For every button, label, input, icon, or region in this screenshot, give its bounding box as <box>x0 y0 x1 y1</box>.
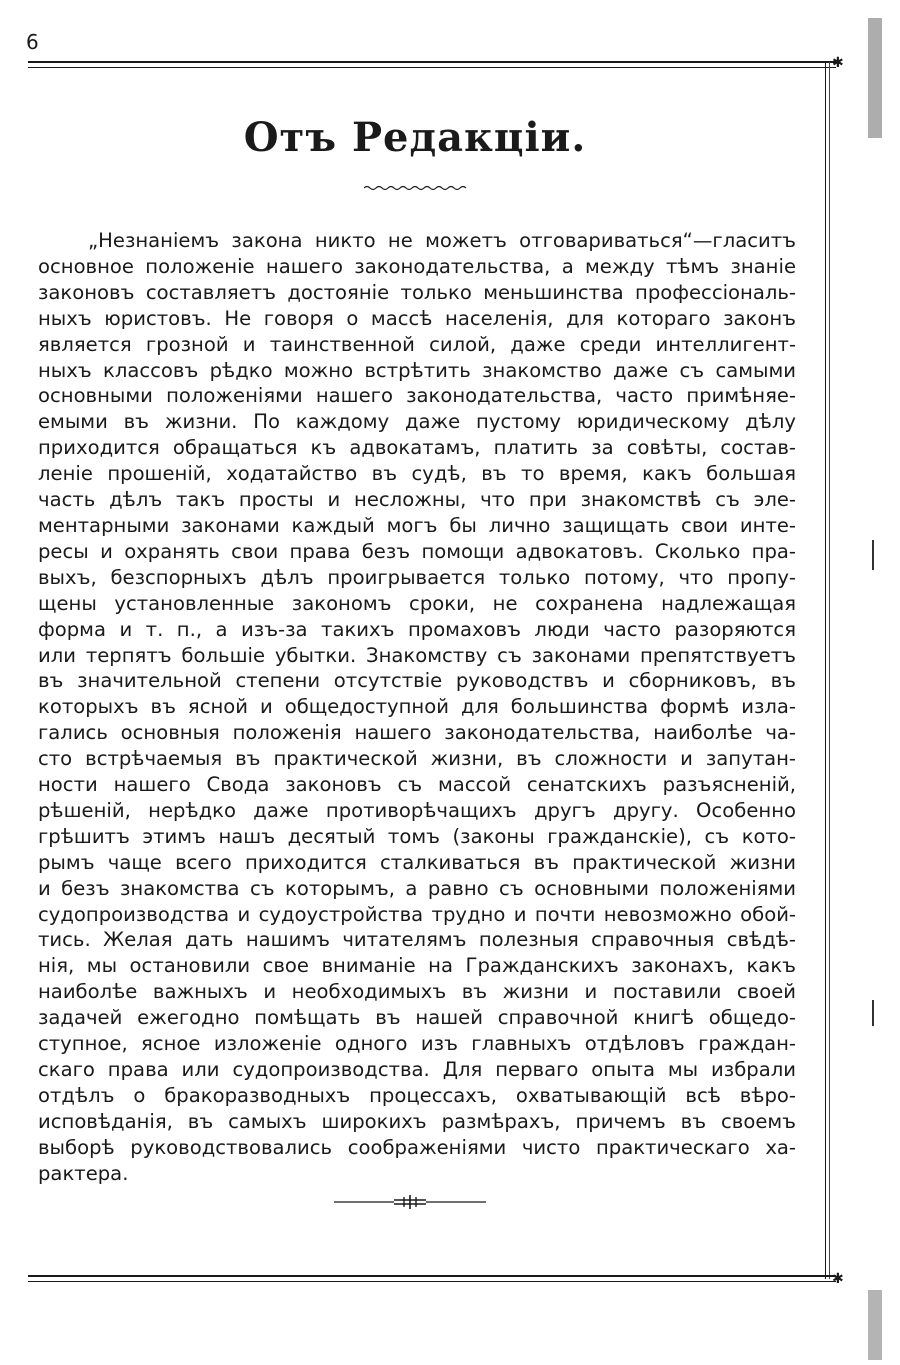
text-line: „Незнаніемъ закона никто не можетъ отговариваться“—гласитъ <box>88 229 796 252</box>
text-line: ныхъ классовъ рѣдко можно встрѣтить знакомство даже съ самыми <box>38 358 796 382</box>
text-line: ресы и охранять свои права безъ помощи адвокатовъ. Сколько пра- <box>38 539 796 563</box>
text-line: основными положеніями нашего законодательства, часто примѣняе- <box>38 384 796 408</box>
right-border-rule <box>825 62 826 1279</box>
text-line: часть дѣлъ такъ просты и несложны, что при знакомствѣ съ эле- <box>38 488 796 512</box>
top-border-rule-inner <box>28 67 836 68</box>
text-line: ности нашего Свода законовъ съ массой сенатскихъ разъясненій, <box>38 773 796 797</box>
text-line: щены установленные закономъ сроки, не сохранена надлежащая <box>38 591 796 615</box>
text-line: форма и т. п., а изъ-за такихъ промаховъ люди часто разоряются <box>38 617 796 641</box>
text-line: нія, мы остановили свое вниманіе на Гражданскихъ законахъ, какъ <box>38 954 796 978</box>
end-ornament <box>334 1194 486 1210</box>
text-line: леніе прошеній, ходатайство въ судѣ, въ то время, какъ большая <box>38 462 796 486</box>
text-line: выборѣ руководствовались соображеніями чисто практическаго ха- <box>38 1135 796 1159</box>
page-title: Отъ Редакціи. <box>243 114 587 161</box>
page-number: 6 <box>26 30 39 54</box>
text-line: грѣшитъ этимъ нашъ десятый томъ (законы гражданскіе), съ кото- <box>38 824 796 848</box>
text-line: или терпятъ большіе убытки. Знакомству съ законами препятствуетъ <box>38 643 796 667</box>
binding-edge-mark <box>872 540 874 570</box>
text-line: въ значительной степени отсутствіе руководствъ и сборниковъ, въ <box>38 669 796 693</box>
text-line: ныхъ юристовъ. Не говоря о массѣ населенія, для котораго законъ <box>38 306 796 330</box>
binding-edge-mark <box>872 1000 874 1026</box>
text-line: тись. Желая дать нашимъ читателямъ полезныя справочныя свѣдѣ- <box>38 928 796 952</box>
text-line: является грозной и таинственной силой, даже среди интеллигент- <box>38 332 796 356</box>
editorial-text <box>38 228 796 1187</box>
right-border-rule-inner <box>829 62 830 1279</box>
text-line: приходится обращаться къ адвокатамъ, платить за совѣты, состав- <box>38 436 796 460</box>
text-line: рымъ чаще всего приходится сталкиваться въ практической жизни <box>38 850 796 874</box>
text-line: наиболѣе важныхъ и необходимыхъ въ жизни и поставили своей <box>38 980 796 1004</box>
binding-edge-shadow <box>868 18 882 138</box>
title-wave-ornament <box>364 184 468 192</box>
text-line: сто встрѣчаемыя въ практической жизни, въ сложности и запутан- <box>38 747 796 771</box>
text-line: и безъ знакомства съ которымъ, а равно съ основными положеніями <box>38 876 796 900</box>
text-line: задачей ежегодно помѣщать въ нашей справочной книгѣ общедо- <box>38 1006 796 1030</box>
text-line: гались основныя положенія нашего законодательства, наиболѣе ча- <box>38 721 796 745</box>
top-border-rule <box>28 61 836 63</box>
text-line: выхъ, безспорныхъ дѣлъ проигрывается только потому, что пропу- <box>38 565 796 589</box>
text-line: основное положеніе нашего законодательства, а между тѣмъ знаніе <box>38 254 796 278</box>
binding-edge-shadow <box>868 1290 882 1360</box>
text-line: судопроизводства и судоустройства трудно и почти невозможно обой- <box>38 902 796 926</box>
corner-star-icon: ✱ <box>832 55 844 71</box>
corner-star-icon: ✱ <box>832 1271 844 1287</box>
text-line: исповѣданія, въ самыхъ широкихъ размѣрахъ, причемъ въ своемъ <box>38 1109 796 1133</box>
bottom-border-rule <box>28 1275 836 1277</box>
text-line: отдѣлъ о бракоразводныхъ процессахъ, охватывающій всѣ вѣро- <box>38 1083 796 1107</box>
text-line: которыхъ въ ясной и общедоступной для большинства формѣ изла- <box>38 695 796 719</box>
text-line: законовъ составляетъ достояніе только меньшинства профессіональ- <box>38 280 796 304</box>
text-line: рактера. <box>38 1161 129 1185</box>
text-line: скаго права или судопроизводства. Для перваго опыта мы избрали <box>38 1058 796 1081</box>
text-line: емыми въ жизни. По каждому даже пустому юридическому дѣлу <box>38 410 796 434</box>
text-line: ментарными законами каждый могъ бы лично защищать свои инте- <box>38 513 796 537</box>
bottom-border-rule-inner <box>28 1281 836 1282</box>
text-line: ступное, ясное изложеніе одного изъ главныхъ отдѣловъ граждан- <box>38 1032 796 1056</box>
text-line: рѣшеній, нерѣдко даже противорѣчащихъ другъ другу. Особенно <box>38 798 796 822</box>
